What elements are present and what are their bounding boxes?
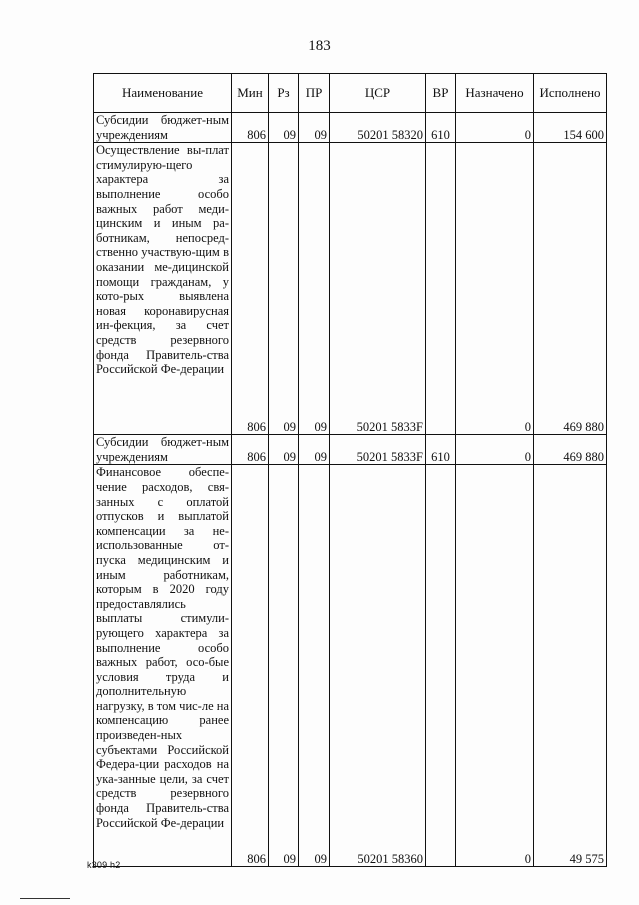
header-rz: Рз xyxy=(269,74,299,113)
row-executed: 49 575 xyxy=(534,465,607,867)
row-executed: 469 880 xyxy=(534,143,607,435)
row-min: 806 xyxy=(232,143,269,435)
row-executed: 154 600 xyxy=(534,113,607,143)
row-vr: 610 xyxy=(426,435,456,465)
row-assigned: 0 xyxy=(456,143,534,435)
header-name: Наименование xyxy=(94,74,232,113)
row-name: Субсидии бюджет-ным учреждениям xyxy=(94,435,232,465)
row-csr: 50201 58360 xyxy=(330,465,426,867)
row-min: 806 xyxy=(232,113,269,143)
header-csr: ЦСР xyxy=(330,74,426,113)
row-vr xyxy=(426,465,456,867)
row-pr: 09 xyxy=(299,465,330,867)
row-csr: 50201 58320 xyxy=(330,113,426,143)
header-executed: Исполнено xyxy=(534,74,607,113)
row-assigned: 0 xyxy=(456,113,534,143)
row-csr: 50201 5833F xyxy=(330,435,426,465)
table-header-row xyxy=(94,74,607,113)
row-min: 806 xyxy=(232,435,269,465)
footer-code: k309 h2 xyxy=(87,860,121,870)
page-number: 183 xyxy=(308,38,331,54)
row-name: Субсидии бюджет-ным учреждениям xyxy=(94,113,232,143)
header-pr: ПР xyxy=(299,74,330,113)
row-assigned: 0 xyxy=(456,465,534,867)
footer-divider xyxy=(20,898,70,899)
row-csr: 50201 5833F xyxy=(330,143,426,435)
budget-table xyxy=(93,73,607,867)
row-rz: 09 xyxy=(269,435,299,465)
row-rz: 09 xyxy=(269,143,299,435)
row-assigned: 0 xyxy=(456,435,534,465)
table-row xyxy=(94,465,607,867)
row-pr: 09 xyxy=(299,113,330,143)
row-rz: 09 xyxy=(269,113,299,143)
header-vr: ВР xyxy=(426,74,456,113)
row-rz: 09 xyxy=(269,465,299,867)
row-vr xyxy=(426,143,456,435)
row-min: 806 xyxy=(232,465,269,867)
row-executed: 469 880 xyxy=(534,435,607,465)
row-name: Осуществление вы-плат стимулирую-щего характера за выполнение особо важных работ меди-цинским и иным ра-ботникам, непосред-ственно участвую-щим в оказании ме-дицинской помощи гражданам, у кото-рых выявлена новая коронавирусная ин-фекция, за счет средств резервного фонда Правитель-ства Российской Фе-дерации xyxy=(94,143,232,435)
table-row xyxy=(94,113,607,143)
row-pr: 09 xyxy=(299,143,330,435)
row-name: Финансовое обеспе-чение расходов, свя-занных с оплатой отпусков и выплатой компенсации за не-использованные от-пуска медицинским и иным работникам, которым в 2020 году предоставлялись выплаты стимули-рующего характера за выполнение особо важных работ, осо-бые условия труда и дополнительную нагрузку, в том чис-ле на компенсацию ранее произведен-ных субъектами Российской Федера-ции расходов на ука-занные цели, за счет средств резервного фонда Правитель-ства Российской Фе-дерации xyxy=(94,465,232,867)
table-row xyxy=(94,143,607,435)
table-row xyxy=(94,435,607,465)
row-pr: 09 xyxy=(299,435,330,465)
header-assigned: Назначено xyxy=(456,74,534,113)
row-vr: 610 xyxy=(426,113,456,143)
header-min: Мин xyxy=(232,74,269,113)
